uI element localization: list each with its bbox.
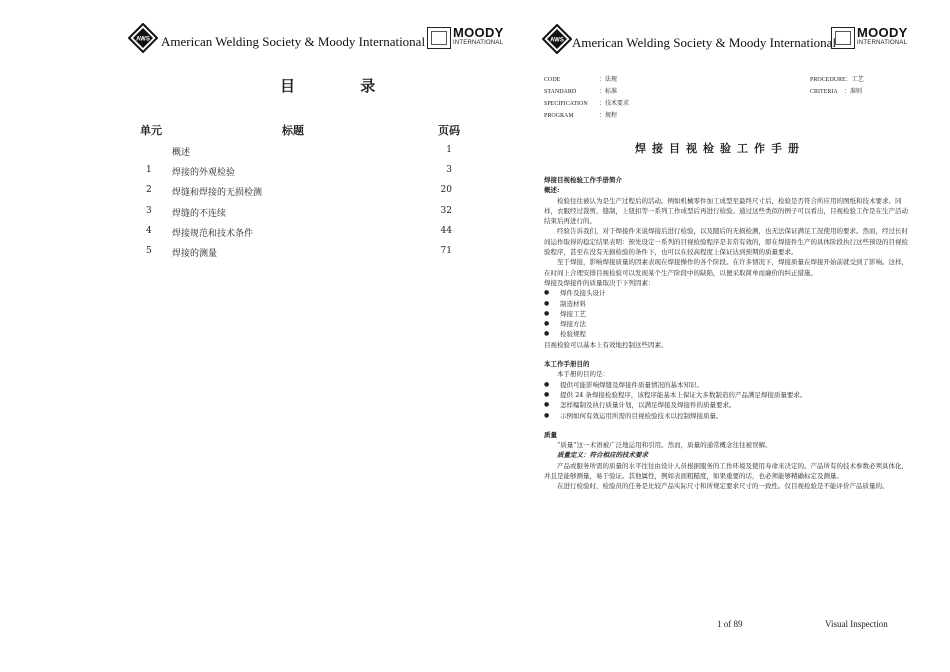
purpose-intro: 本手册的目的是：: [557, 370, 609, 379]
factors-end: 目视检验可以基本上有效地控制这些因素。: [544, 340, 668, 349]
toc-row-number: 1: [146, 165, 152, 175]
toc-title: 目 录: [280, 77, 406, 95]
page-number: 1 of 89: [717, 619, 743, 629]
moody-logo: [831, 25, 908, 53]
meta-key: PROGRAM: [544, 113, 574, 119]
footer-label: Visual Inspection: [825, 619, 888, 629]
factor-item: ● 焊件及接头设计: [544, 288, 910, 298]
paragraph: 至于焊接，影响焊接质量的因素表现在焊接操作的各个阶段。在许多情况下，焊接质量在焊接开始前就受到了影响。这样，在时间上合理安排目视检验可以发现某个生产阶段中的缺陷，以便采取简单而廉价的纠正措施。: [544, 258, 908, 277]
toc-row-title: 焊接规范和技术条件: [172, 229, 254, 239]
factor-item: ● 制造材料: [544, 299, 910, 309]
factor-item: ● 检验规程: [544, 329, 910, 339]
toc-row-number: 5: [146, 246, 152, 256]
moody-logo-name: MOODY: [857, 25, 908, 40]
meta-value: 工艺: [851, 77, 864, 83]
paragraph: “质量”这一术语被广泛地运用和引用。然而，质量的通常概念往往被误解。: [557, 441, 772, 450]
toc-row[interactable]: [0, 246, 490, 264]
meta-value: ：标准: [599, 89, 618, 95]
moody-logo-sub: INTERNATIONAL: [453, 40, 504, 46]
factor-item: ● 焊接方法: [544, 319, 910, 329]
toc-row[interactable]: [0, 226, 490, 244]
toc-row-number: 3: [146, 206, 152, 216]
toc-row-title: 焊接的外观检验: [172, 168, 236, 178]
meta-criteria: [810, 86, 862, 95]
aws-logo: [128, 23, 158, 53]
meta-key: CODE: [544, 77, 561, 83]
toc-row[interactable]: [0, 145, 490, 163]
purpose-item: ● 提供可能影响焊缝及焊接件质量情况的基本知识。: [544, 380, 910, 390]
toc-row[interactable]: [0, 185, 490, 203]
moody-logo: [427, 25, 504, 53]
moody-logo-sub: INTERNATIONAL: [857, 40, 908, 46]
header-title: American Welding Society & Moody International: [161, 34, 426, 49]
meta-standard: [544, 86, 617, 95]
toc-row-page: 71: [440, 246, 452, 256]
toc-row[interactable]: [0, 206, 490, 224]
svg-text:AWS: AWS: [550, 37, 564, 44]
meta-key: PROCEDURE：: [810, 77, 852, 83]
header-title: American Welding Society & Moody International: [572, 35, 837, 50]
toc-row-page: 32: [440, 206, 452, 216]
left-header: [0, 20, 504, 60]
meta-code: [544, 74, 617, 83]
toc-row-page: 3: [446, 165, 452, 175]
document-body: [544, 175, 910, 492]
right-page: [490, 0, 950, 672]
toc-row-title: 焊接的测量: [172, 249, 218, 259]
meta-procedure: [810, 74, 864, 83]
moody-logo-box: [427, 27, 451, 49]
meta-program: [544, 110, 617, 119]
right-header: [490, 20, 950, 60]
toc-row-title: 焊缝和焊接的无损检测: [172, 188, 263, 198]
factors-intro: 焊接及焊接件的质量取决于下列因素：: [544, 278, 655, 287]
overview-heading: 概述:: [544, 186, 560, 195]
meta-key: SPECIFICATION: [544, 101, 588, 107]
quality-heading: 质量: [544, 430, 557, 439]
purpose-item: ● 怎样编制及执行质量计划，以满足焊接及焊接件的质量要求。: [544, 400, 910, 410]
meta-specification: [544, 98, 629, 107]
toc-row-page: 1: [446, 145, 452, 155]
meta-value: ：准则: [844, 89, 863, 95]
factor-item: ● 焊接工艺: [544, 309, 910, 319]
svg-text:AWS: AWS: [136, 36, 150, 43]
toc-row-title: 焊缝的不连续: [172, 209, 227, 219]
meta-value: ：技术要求: [599, 101, 630, 107]
meta-value: ：规程: [599, 113, 618, 119]
document-title: 焊接目视检验工作手册: [635, 142, 805, 155]
aws-logo: [542, 24, 572, 54]
toc-col-title: 标题: [282, 124, 304, 137]
intro-heading: 焊接目视检验工作手册简介: [544, 176, 622, 184]
meta-key: STANDARD: [544, 89, 577, 95]
toc-row-number: 4: [146, 226, 152, 236]
paragraph: 检验往往被认为是生产过程后的活动。例如机械零件加工成型至最终尺寸后，检验是否符合所应用的图纸和技术要求。同样，衣服经过裁剪，缝制，上纽扣等一系列工作成型后再进行检验。通过这些类似的例子可以看出，目视检验工作是在生产活动结束后再进行的。: [544, 196, 908, 226]
toc-col-page: 页码: [438, 124, 460, 137]
moody-logo-name: MOODY: [453, 25, 504, 40]
paragraph: 经验告诉我们，对于焊接件来说焊接后进行检验，以及随后的无损检测，也无法保证满足工况使用的要求。然而，经过长时间运作取得的稳定结果表明：预先设定一系列的目视检验程序是非常有效的，即在焊接件生产的具体阶段执行这些预设的目视检验程序，甚至在没有无损检验的条件下，也可以在较高程度上保证达到预期的质量要求。: [544, 227, 908, 257]
paragraph: 产品或服务所需的质量的水平往往由设计人员根据服务的工作环境及使用寿命来决定的。产品所有的技术参数必须具体化，并且是能够测量，易于验证。其他属性，例如表面粗糙度，如果重要的话，也必须能够精确标定及测量。: [544, 461, 908, 481]
purpose-item: ● 提供 24 条焊接检验程序，该程序能基本上保证大多数制造的产品满足焊接质量要求。: [544, 390, 910, 400]
meta-key: CRITERIA: [810, 89, 838, 95]
toc-row-page: 44: [440, 226, 452, 236]
moody-logo-box: [831, 27, 855, 49]
toc-row[interactable]: [0, 165, 490, 183]
quality-definition: 质量定义：符合相应的技术要求: [557, 451, 648, 460]
toc-row-page: 20: [440, 185, 452, 195]
toc-row-number: 2: [146, 185, 152, 195]
meta-value: ：法规: [599, 77, 618, 83]
purpose-item: ● 示例如何有效运用所需的目视检验技术以控制焊接质量。: [544, 411, 910, 421]
purpose-heading: 本工作手册目的: [544, 360, 590, 369]
toc-col-unit: 单元: [140, 124, 162, 137]
paragraph: 在进行检验时，检验员的任务是比较产品实际尺寸和所规定要求尺寸的一致性。仅目视检验是不能评价产品质量的。: [557, 482, 889, 491]
toc-row-title: 概述: [172, 148, 191, 158]
